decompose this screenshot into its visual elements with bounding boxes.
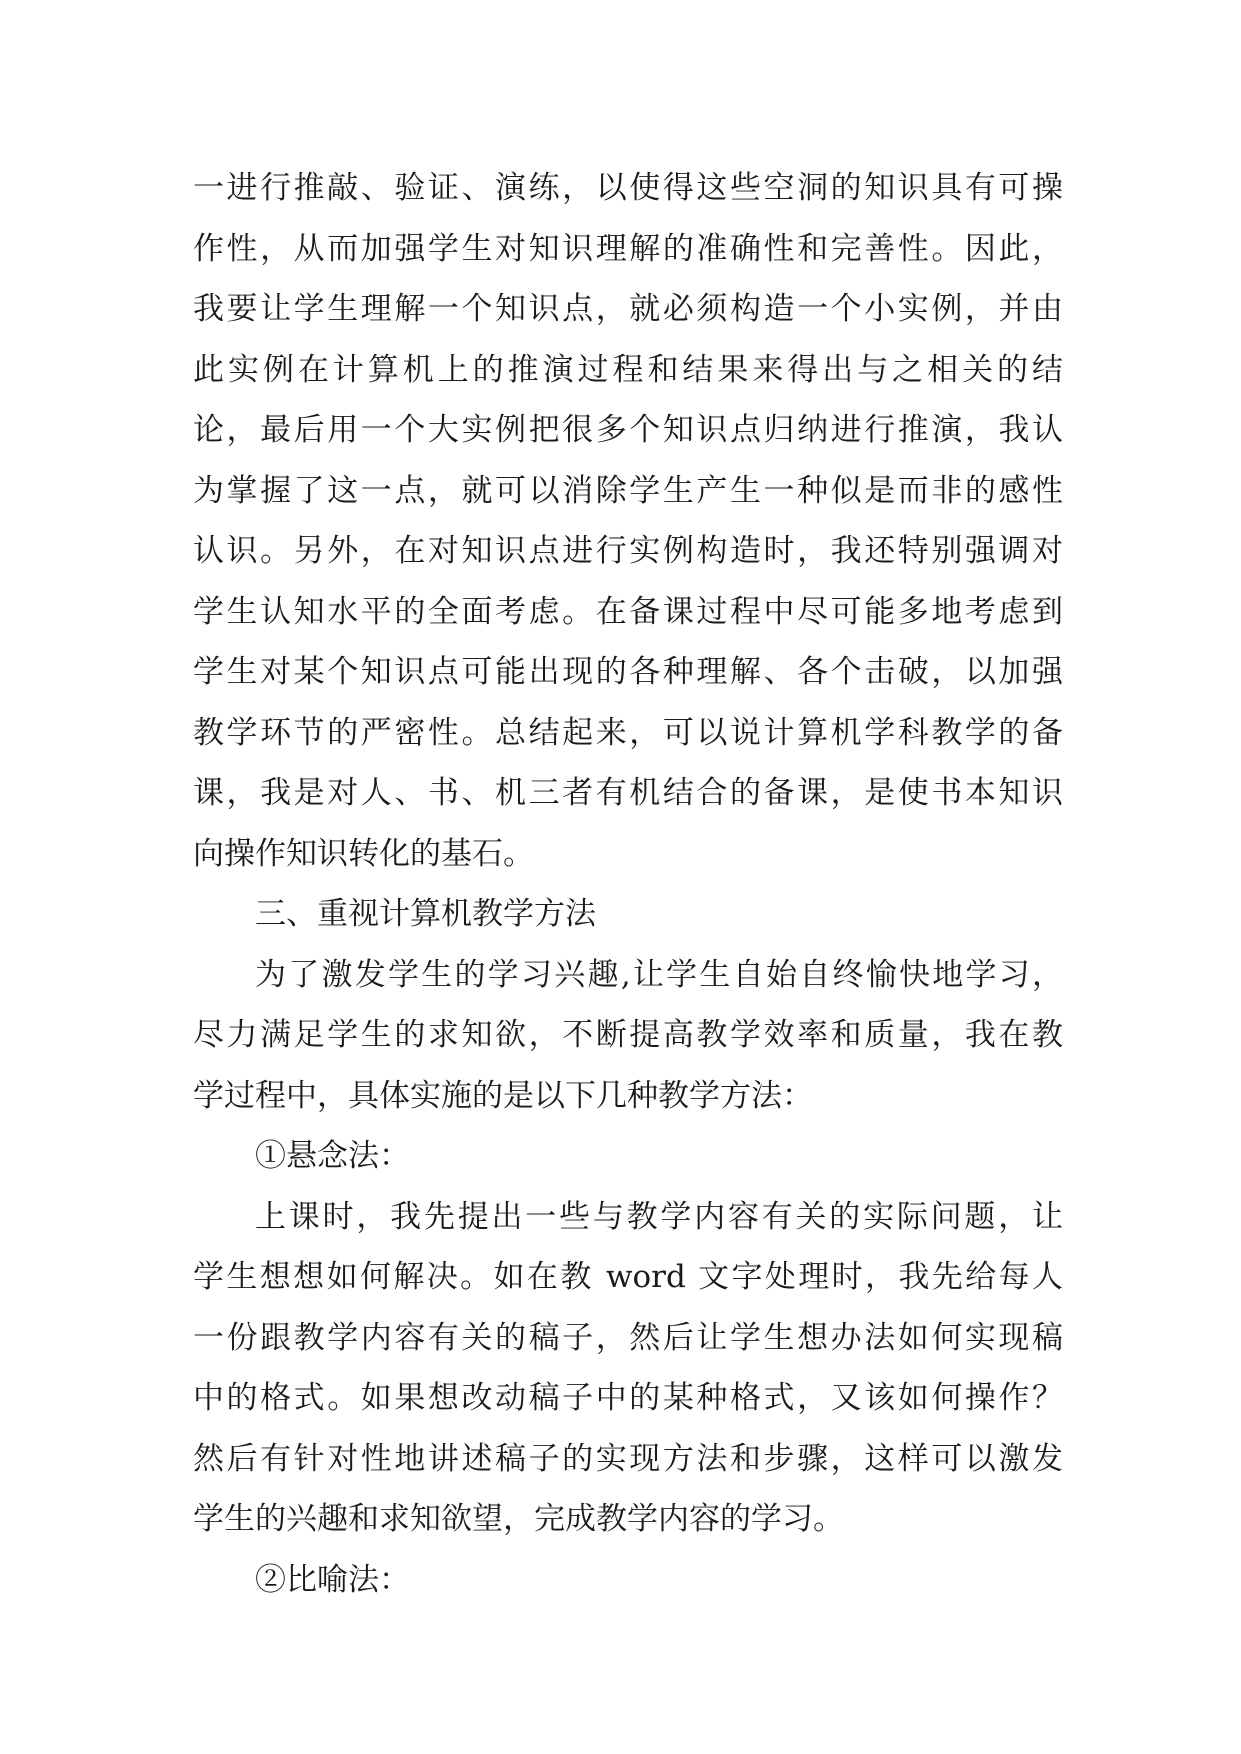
text-line: 教学环节的严密性。总结起来，可以说计算机学科教学的备 <box>193 714 1063 751</box>
method-heading: ②比喻法： <box>255 1561 410 1598</box>
text-line: 此实例在计算机上的推演过程和结果来得出与之相关的结 <box>193 351 1063 388</box>
text-line: 论，最后用一个大实例把很多个知识点归纳进行推演，我认 <box>193 412 1063 448</box>
text-line: 然后有针对性地讲述稿子的实现方法和步骤，这样可以激发 <box>193 1440 1063 1477</box>
text-line: 作性，从而加强学生对知识理解的准确性和完善性。因此， <box>193 230 1063 267</box>
method-heading: ①悬念法： <box>255 1138 410 1174</box>
text-line: 我要让学生理解一个知识点，就必须构造一个小实例，并由 <box>193 291 1063 327</box>
text-line: 为掌握了这一点，就可以消除学生产生一种似是而非的感性 <box>193 472 1063 509</box>
text-line: 学过程中，具体实施的是以下几种教学方法： <box>193 1077 813 1114</box>
text-line: 向操作知识转化的基石。 <box>193 835 534 872</box>
text-line: 尽力满足学生的求知欲，不断提高教学效率和质量，我在教 <box>193 1017 1063 1053</box>
text-line: 为了激发学生的学习兴趣,让学生自始自终愉快地学习， <box>255 956 1063 993</box>
document-body <box>193 158 1063 1610</box>
text-line: 学生的兴趣和求知欲望，完成教学内容的学习。 <box>193 1501 844 1537</box>
text-line: 中的格式。如果想改动稿子中的某种格式，又该如何操作？ <box>193 1380 1063 1416</box>
text-line: 上课时，我先提出一些与教学内容有关的实际问题，让 <box>255 1198 1063 1235</box>
text-line: 学生认知水平的全面考虑。在备课过程中尽可能多地考虑到 <box>193 593 1063 630</box>
section-heading: 三、重视计算机教学方法 <box>255 896 596 932</box>
text-line: 一进行推敲、验证、演练，以使得这些空洞的知识具有可操 <box>193 170 1063 206</box>
text-line: 学生想想如何解决。如在教 word 文字处理时，我先给每人 <box>193 1259 1063 1295</box>
text-line: 学生对某个知识点可能出现的各种理解、各个击破，以加强 <box>193 654 1063 690</box>
text-line: 一份跟教学内容有关的稿子，然后让学生想办法如何实现稿 <box>193 1319 1063 1356</box>
text-line: 课，我是对人、书、机三者有机结合的备课，是使书本知识 <box>193 775 1063 811</box>
text-line: 认识。另外，在对知识点进行实例构造时，我还特别强调对 <box>193 533 1063 569</box>
